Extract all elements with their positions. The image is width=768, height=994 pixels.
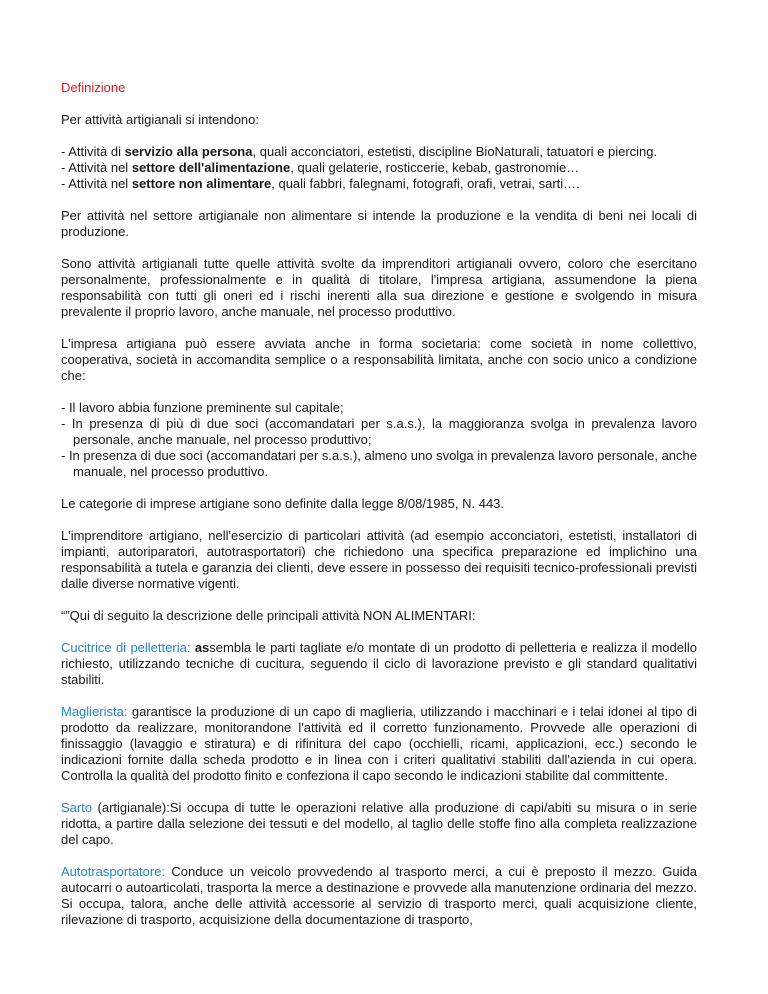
section-title: Definizione bbox=[61, 80, 126, 95]
paragraph-impresa-societaria: L'impresa artigiana può essere avviata anche in forma societaria: come società in nome collettivo, cooperativa, società in accomandita semplice o a responsabilità limitata, anche con socio unico a condizione che: bbox=[61, 336, 697, 383]
job-description-cucitrice: Cucitrice di pelletteria: assembla le parti tagliate e/o montate di un prodotto di pelletteria e realizza il modello richiesto, utilizzando tecniche di cucitura, seguendo il ciclo di lavorazione previsto e gli standard qualitativi stabiliti. bbox=[61, 640, 698, 687]
list-item: - Il lavoro abbia funzione preminente sul capitale; bbox=[61, 400, 344, 415]
list-item: - In presenza di due soci (accomandatari per s.a.s.), almeno uno svolga in prevalenza lavoro personale, anche manuale, nel processo produttivo. bbox=[61, 448, 697, 479]
conditions-list bbox=[61, 400, 697, 480]
paragraph-imprenditore: L'imprenditore artigiano, nell'esercizio di particolari attività (ad esempio acconciatori, estetisti, installatori di impianti, autoriparatori, autotrasportatori) che richiedono una specifica preparazione ed implichino una responsabilità a tutela e garanzia dei clienti, deve essere in possesso dei requisiti tecnico-professionali previsti dalle diverse normative vigenti. bbox=[61, 528, 697, 591]
paragraph-seguito: “”Qui di seguito la descrizione delle principali attività NON ALIMENTARI: bbox=[61, 608, 476, 623]
job-name: Sarto bbox=[61, 800, 93, 815]
list-item: - In presenza di più di due soci (accomandatari per s.a.s.), la maggioranza svolga in prevalenza lavoro personale, anche manuale, nel processo produttivo; bbox=[61, 416, 697, 447]
paragraph-definizione-artigiani: Sono attività artigianali tutte quelle attività svolte da imprenditori artigianali ovvero, coloro che esercitano personalmente, professionalmente e in qualità di titolare, l'impresa artigiana, assumendone la piena responsabilità con tutti gli oneri ed i rischi inerenti alla sua direzione e gestione e svolgendo in misura prevalente il proprio lavoro, anche manuale, nel processo produttivo. bbox=[61, 256, 697, 319]
job-name: Autotrasportatore: bbox=[61, 864, 166, 879]
job-description-maglierista: Maglierista: garantisce la produzione di un capo di maglieria, utilizzando i macchinari e i telai idonei al tipo di prodotto da realizzare, monitorandone l'attività ed il corretto funzionamento. Provvede alle operazioni di finissaggio (lavaggio e stiratura) e di rifinitura del capo (occhielli, ricami, applicazioni, ecc.) secondo le indicazioni fornite dalla scheda prodotto e in linea con i criteri qualitativi stabiliti dall'azienda in cui opera. Controlla la qualità del prodotto finito e confeziona il capo secondo le indicazioni stabilite dal committente. bbox=[61, 704, 697, 783]
paragraph-categorie: Le categorie di imprese artigiane sono definite dalla legge 8/08/1985, N. 443. bbox=[61, 496, 505, 511]
list-item: - Attività di servizio alla persona, quali acconciatori, estetisti, discipline BioNaturali, tatuatori e piercing. bbox=[61, 144, 658, 159]
intro-text: Per attività artigianali si intendono: bbox=[61, 112, 260, 127]
job-name: Maglierista: bbox=[61, 704, 128, 719]
job-name: Cucitrice di pelletteria: bbox=[61, 640, 191, 655]
job-description-sarto: Sarto (artigianale):Si occupa di tutte le operazioni relative alla produzione di capi/abiti su misura o in serie ridotta, a partire dalla selezione dei tessuti e del modello, al taglio delle stoffe fino alla completa realizzazione del capo. bbox=[61, 800, 697, 847]
activity-type-list bbox=[61, 144, 697, 192]
job-description-autotrasportatore: Autotrasportatore: Conduce un veicolo provvedendo al trasporto merci, a cui è preposto il mezzo. Guida autocarri o autoarticolati, trasporta la merce a destinazione e provvede alla manutenzione ordinaria del mezzo. Si occupa, talora, anche delle attività accessorie al servizio di trasporto merci, quali acquisizione cliente, rilevazione di trasporto, acquisizione della documentazione di trasporto, bbox=[61, 864, 697, 927]
document-page bbox=[61, 80, 697, 944]
paragraph-non-alimentare: Per attività nel settore artigianale non alimentare si intende la produzione e la vendita di beni nei locali di produzione. bbox=[61, 208, 697, 239]
list-item: - Attività nel settore dell'alimentazione, quali gelaterie, rosticcerie, kebab, gastronomie… bbox=[61, 160, 580, 175]
list-item: - Attività nel settore non alimentare, quali fabbri, falegnami, fotografi, orafi, vetrai, sarti…. bbox=[61, 176, 580, 191]
